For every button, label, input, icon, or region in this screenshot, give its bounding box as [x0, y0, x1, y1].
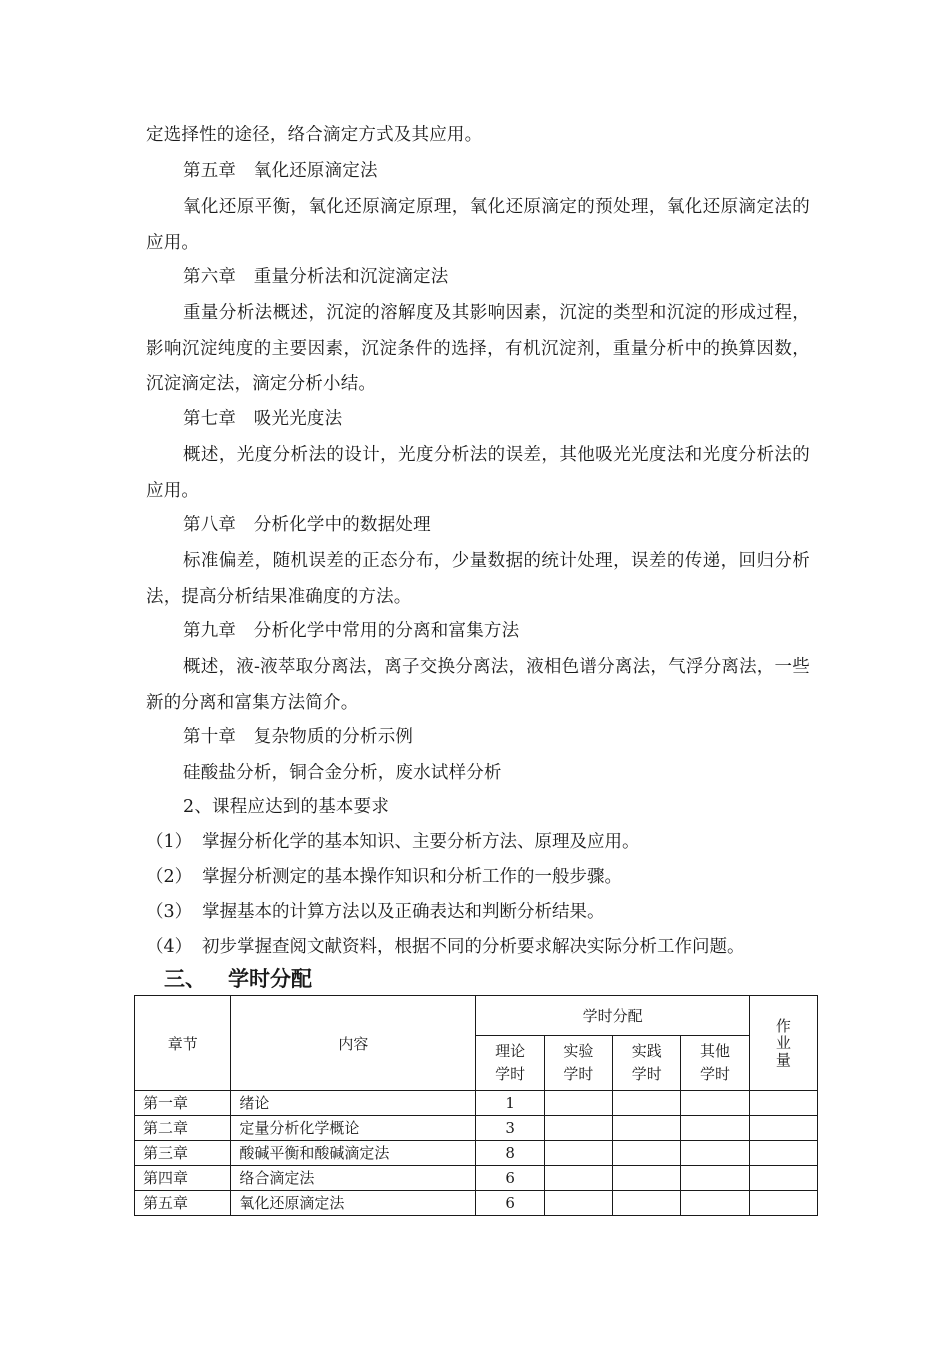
chapter-5-content: 氧化还原平衡，氧化还原滴定原理，氧化还原滴定的预处理，氧化还原滴定法的应用。	[146, 197, 810, 253]
cell-homework	[749, 1116, 817, 1141]
cell-practice	[613, 1191, 681, 1216]
cell-lab	[544, 1091, 612, 1116]
requirement-text: 掌握基本的计算方法以及正确表达和判断分析结果。	[202, 902, 605, 922]
cell-theory: 6	[476, 1166, 544, 1191]
table-row	[135, 1141, 818, 1166]
requirement-number: （4）	[146, 937, 193, 957]
chapter-6-heading: 第六章 重量分析法和沉淀滴定法	[183, 267, 449, 287]
section-title-text: 学时分配	[228, 967, 312, 991]
cell-theory: 6	[476, 1191, 544, 1216]
cell-chapter: 第一章	[135, 1091, 231, 1116]
chapter-10-content: 硅酸盐分析，铜合金分析，废水试样分析	[183, 763, 502, 783]
table-row	[135, 1091, 818, 1116]
chapter-5-heading: 第五章 氧化还原滴定法	[183, 161, 378, 181]
requirement-number: （3）	[146, 902, 193, 922]
cell-homework	[749, 1141, 817, 1166]
chapter-9-heading: 第九章 分析化学中常用的分离和富集方法	[183, 621, 520, 641]
chapter-8-heading: 第八章 分析化学中的数据处理	[183, 515, 431, 535]
requirement-number: （2）	[146, 867, 193, 887]
chapter-7-heading: 第七章 吸光光度法	[183, 409, 343, 429]
requirement-text: 掌握分析化学的基本知识、主要分析方法、原理及应用。	[202, 832, 640, 852]
cell-lab	[544, 1116, 612, 1141]
cell-content: 绪论	[231, 1091, 476, 1116]
requirement-text: 初步掌握查阅文献资料，根据不同的分析要求解决实际分析工作问题。	[202, 937, 745, 957]
requirement-1	[146, 825, 640, 861]
cell-chapter: 第五章	[135, 1191, 231, 1216]
cell-content: 氧化还原滴定法	[231, 1191, 476, 1216]
chapter-7-content: 概述，光度分析法的设计，光度分析法的误差，其他吸光光度法和光度分析法的应用。	[146, 445, 810, 501]
table-row	[135, 1116, 818, 1141]
header-content: 内容	[231, 996, 476, 1091]
header-theory-hours: 理论 学时	[476, 1036, 544, 1091]
section-number: 三、	[164, 967, 206, 991]
cell-content: 络合滴定法	[231, 1166, 476, 1191]
cell-other	[681, 1191, 749, 1216]
chapter-9-content: 概述，液-液萃取分离法，离子交换分离法，液相色谱分离法，气浮分离法，一些新的分离和富集方法简介。	[146, 657, 810, 713]
chapter-10-heading: 第十章 复杂物质的分析示例	[183, 727, 414, 747]
cell-homework	[749, 1166, 817, 1191]
cell-other	[681, 1166, 749, 1191]
cell-chapter: 第四章	[135, 1166, 231, 1191]
cell-practice	[613, 1141, 681, 1166]
header-homework: 作 业 量	[749, 996, 817, 1091]
chapter-8-content: 标准偏差，随机误差的正态分布，少量数据的统计处理，误差的传递，回归分析法，提高分析结果准确度的方法。	[146, 551, 810, 607]
header-lab-hours: 实验 学时	[544, 1036, 612, 1091]
chapter-6-content: 重量分析法概述，沉淀的溶解度及其影响因素，沉淀的类型和沉淀的形成过程，影响沉淀纯度的主要因素，沉淀条件的选择，有机沉淀剂，重量分析中的换算因数，沉淀滴定法，滴定分析小结。	[146, 303, 810, 394]
requirement-number: （1）	[146, 832, 193, 852]
requirement-3	[146, 895, 605, 931]
cell-content: 定量分析化学概论	[231, 1116, 476, 1141]
cell-chapter: 第二章	[135, 1116, 231, 1141]
table-row	[135, 1166, 818, 1191]
table-row	[135, 1191, 818, 1216]
cell-chapter: 第三章	[135, 1141, 231, 1166]
requirement-4	[146, 930, 745, 966]
cell-lab	[544, 1191, 612, 1216]
cell-other	[681, 1116, 749, 1141]
requirements-heading: 2、课程应达到的基本要求	[183, 797, 390, 817]
cell-theory: 3	[476, 1116, 544, 1141]
cell-practice	[613, 1116, 681, 1141]
requirement-2	[146, 860, 622, 896]
hours-table	[134, 995, 818, 1216]
cell-practice	[613, 1166, 681, 1191]
cell-theory: 1	[476, 1091, 544, 1116]
cell-other	[681, 1091, 749, 1116]
paragraph-1: 定选择性的途径，络合滴定方式及其应用。	[146, 125, 483, 145]
cell-lab	[544, 1141, 612, 1166]
cell-practice	[613, 1091, 681, 1116]
section-title	[164, 964, 312, 994]
requirement-text: 掌握分析测定的基本操作知识和分析工作的一般步骤。	[202, 867, 622, 887]
cell-theory: 8	[476, 1141, 544, 1166]
header-hours-group: 学时分配	[476, 996, 749, 1036]
header-practice-hours: 实践 学时	[613, 1036, 681, 1091]
cell-other	[681, 1141, 749, 1166]
header-other-hours: 其他 学时	[681, 1036, 749, 1091]
cell-content: 酸碱平衡和酸碱滴定法	[231, 1141, 476, 1166]
cell-homework	[749, 1191, 817, 1216]
cell-lab	[544, 1166, 612, 1191]
cell-homework	[749, 1091, 817, 1116]
header-chapter: 章节	[135, 996, 231, 1091]
